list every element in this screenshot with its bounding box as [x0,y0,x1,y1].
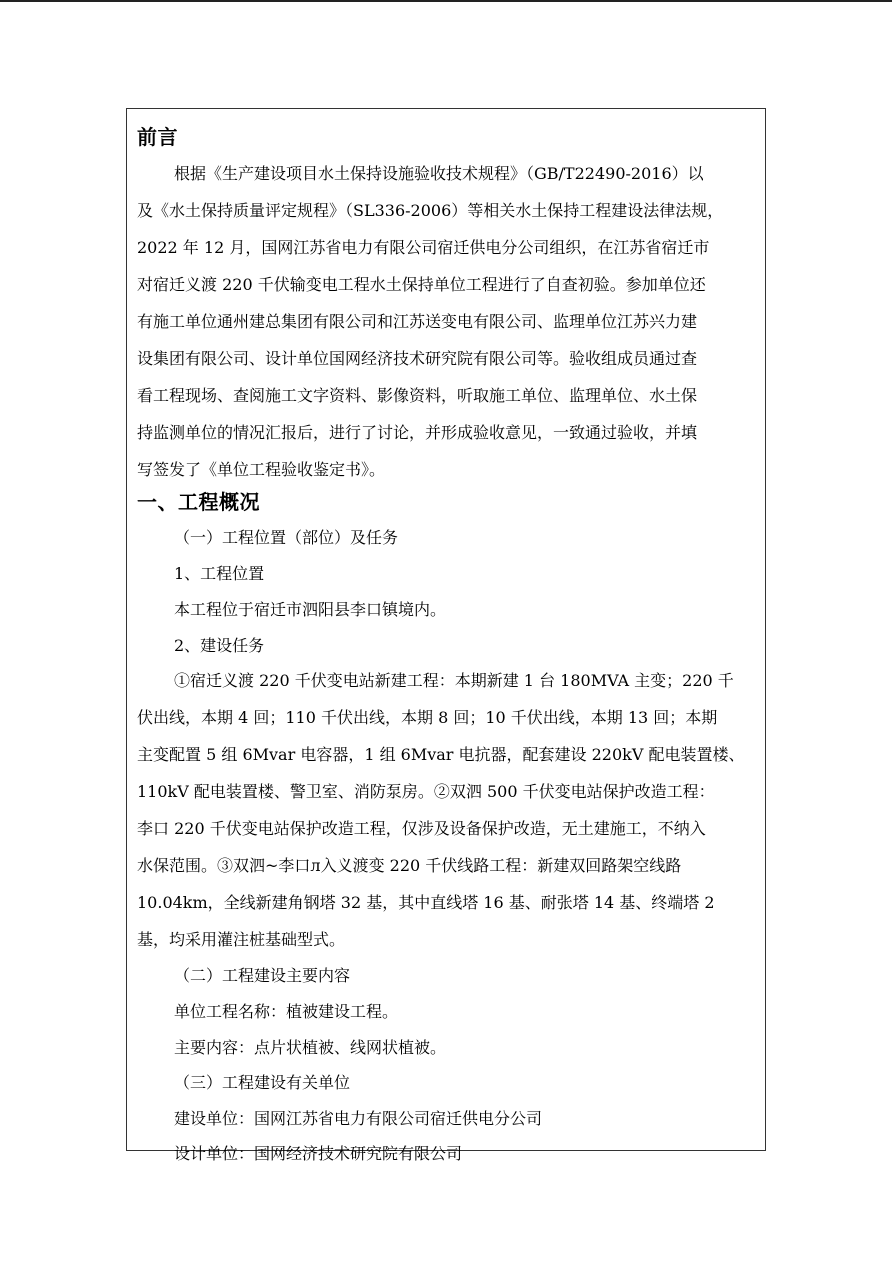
main-content-text: 主要内容：点片状植被、线网状植被。 [174,1038,447,1057]
overview-heading: 一、工程概况 [137,490,260,514]
location-text: 本工程位于宿迁市泗阳县李口镇境内。 [174,600,447,619]
builder-unit: 建设单位：国网江苏省电力有限公司宿迁供电分公司 [174,1109,543,1128]
preface-line-2: 及《水土保持质量评定规程》（SL336-2006）等相关水土保持工程建设法律法规， [137,201,724,220]
subsection-units-heading: （三）工程建设有关单位 [174,1073,351,1092]
item-location-heading: 1、工程位置 [174,564,265,583]
preface-line-3: 2022 年 12 月，国网江苏省电力有限公司宿迁供电分公司组织，在江苏省宿迁市 [137,238,710,257]
task-line-5: 李口 220 千伏变电站保护改造工程，仅涉及设备保护改造，无土建施工，不纳入 [137,819,706,838]
task-line-4: 110kV 配电装置楼、警卫室、消防泵房。②双泗 500 千伏变电站保护改造工程： [137,782,715,801]
preface-line-5: 有施工单位通州建总集团有限公司和江苏送变电有限公司、监理单位江苏兴力建 [137,312,698,331]
subsection-content-heading: （二）工程建设主要内容 [174,966,351,985]
designer-unit: 设计单位：国网经济技术研究院有限公司 [174,1144,463,1163]
preface-line-8: 持监测单位的情况汇报后，进行了讨论，并形成验收意见，一致通过验收，并填 [137,423,698,442]
preface-line-7: 看工程现场、查阅施工文字资料、影像资料，听取施工单位、监理单位、水土保 [137,386,698,405]
task-line-7: 10.04km，全线新建角钢塔 32 基，其中直线塔 16 基、耐张塔 14 基、终端塔 2 [137,893,715,912]
preface-heading: 前言 [137,125,178,149]
subsection-location-heading: （一）工程位置（部位）及任务 [174,528,399,547]
task-line-3: 主变配置 5 组 6Mvar 电容器，1 组 6Mvar 电抗器，配套建设 220kV 配电装置楼、 [137,745,745,764]
task-line-6: 水保范围。③双泗~李口л入义渡变 220 千伏线路工程：新建双回路架空线路 [137,856,682,875]
document-frame [126,108,766,1163]
preface-line-9: 写签发了《单位工程验收鉴定书》。 [137,460,386,479]
preface-line-6: 设集团有限公司、设计单位国网经济技术研究院有限公司等。验收组成员通过查 [137,349,698,368]
preface-line-4: 对宿迁义渡 220 千伏输变电工程水土保持单位工程进行了自查初验。参加单位还 [137,275,706,294]
unit-project-name: 单位工程名称：植被建设工程。 [174,1002,399,1021]
task-line-8: 基，均采用灌注桩基础型式。 [137,930,346,949]
item-task-heading: 2、建设任务 [174,636,265,655]
preface-line-1: 根据《生产建设项目水土保持设施验收技术规程》（GB/T22490-2016）以 [174,164,704,183]
task-line-2: 伏出线，本期 4 回；110 千伏出线，本期 8 回；10 千伏出线，本期 13 回；本期 [137,708,718,727]
top-border-rule [0,0,892,2]
task-line-1: ①宿迁义渡 220 千伏变电站新建工程：本期新建 1 台 180MVA 主变；220 千 [174,671,734,690]
